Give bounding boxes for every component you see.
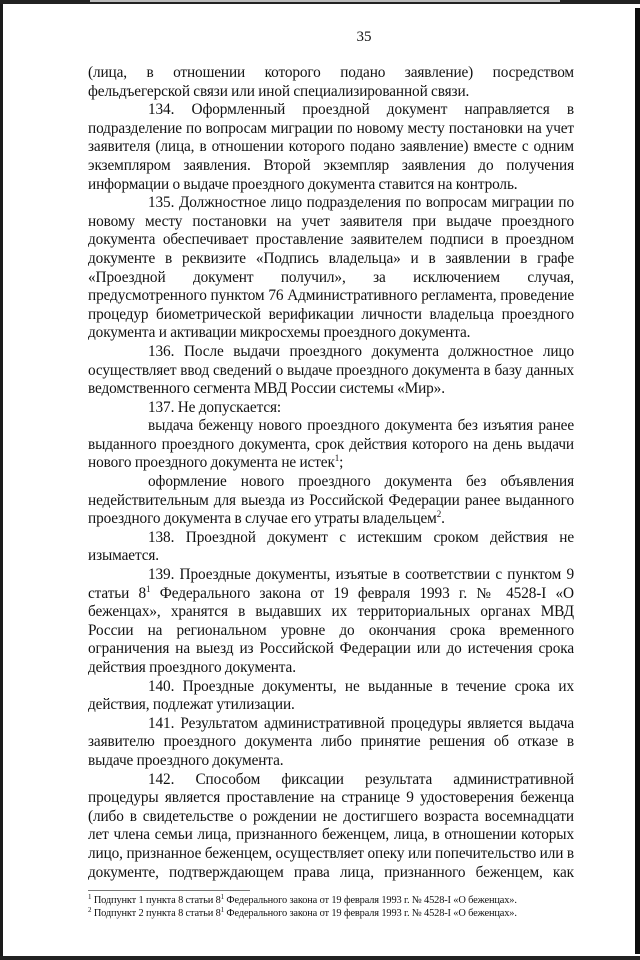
footnote-2-text-before: Подпункт 2 пункта 8 статьи 8	[93, 908, 221, 920]
footnote-2	[88, 907, 588, 920]
paragraph-135: 135. Должностное лицо подразделения по вопросам миграции по новому месту постановки на учет заявителя при выдаче проездного документа обеспечивает проставление заявителем подписи в проездном документе в реквизите «Подпись владельца» и в заявлении в графе «Проездной документ получил», за исключением случая, предусмотренного пунктом 76 Административного регламента, проведение процедур биометрической верификации личности владельца проездного документа и активации микросхемы проездного документа.	[88, 194, 574, 342]
paragraph-136: 136. После выдачи проездного документа должностное лицо осуществляет ввод сведений о выдаче проездного документа в базу данных ведомственного сегмента МВД России системы «Мир».	[88, 342, 574, 398]
footnote-1	[88, 894, 588, 907]
paragraph-continuation-line-1: (лица, в отношении которого подано заявление) посредством	[88, 64, 574, 81]
paragraph-138: 138. Проездной документ с истекшим сроком действия не изымается.	[88, 528, 574, 565]
article-superscript: 1	[146, 583, 151, 594]
paragraph-142: 142. Способом фиксации результата административной процедуры является проставление на странице 9 удостоверения беженца (либо в свидетельстве о рождении не достигшего возраста восемнадцати лет члена семьи лица, признанного беженцем, лица, в отношении которых лицо, признанное беженцем, осуществляет опеку или попечительство или в документе, подтверждающем права лица, признанного беженцем, как	[88, 770, 574, 881]
footnote-1-mark: 1	[88, 893, 92, 902]
paragraph-137-item-2-text: оформление нового проездного документа без объявления недействительным для выезда из Российской Федерации ранее выданного проездного документа в случае его утраты владельцем	[88, 473, 574, 528]
footnote-separator	[88, 890, 250, 891]
paragraph-continuation-line-2: фельдъегерской связи или иной специализированной связи.	[88, 82, 470, 100]
footnote-2-article-superscript: 1	[220, 906, 224, 915]
paragraph-141: 141. Результатом административной процедуры является выдача заявителю проездного документа либо принятие решения об отказе в выдаче проездного документа.	[88, 714, 574, 769]
footnote-2-mark: 2	[88, 906, 92, 915]
paragraph-137-item-1	[88, 417, 574, 473]
footnote-ref-2[interactable]: 2	[436, 509, 442, 520]
scan-border-right	[635, 8, 640, 954]
paragraph-139-text-before: 139. Проездные документы, изъятые в соответствии с пунктом 9 статьи 8	[88, 566, 574, 602]
paragraph-137-item-2	[88, 473, 574, 529]
footnote-1-article-superscript: 1	[220, 893, 224, 902]
footnotes	[88, 894, 588, 920]
document-body	[88, 64, 574, 882]
paragraph-137-item-1-tail: ;	[339, 454, 344, 472]
paragraph-140: 140. Проездные документы, не выданные в течение срока их действия, подлежат утилизации.	[88, 677, 574, 714]
paragraph-134: 134. Оформленный проездной документ направляется в подразделение по вопросам миграции по новому месту постановки на учет заявителя (лица, в отношении которого подано заявление) вместе с одним экземпляром заявления. Второй экземпляр заявления до получения информации о выдаче проездного документа ставится на контроль.	[88, 101, 574, 193]
footnote-ref-1[interactable]: 1	[334, 453, 340, 464]
paragraph-137-item-2-tail: .	[441, 510, 445, 528]
page-number: 35	[356, 29, 372, 45]
paragraph-137-item-1-text: выдача беженцу нового проездного документа без изъятия ранее выданного проездного документа, срок действия которого на день выдачи нового проездного документа не истек	[88, 417, 574, 472]
paragraph-139-text-after: Федерального закона от 19 февраля 1993 г. № 4528-I «О беженцах», хранятся в выдавших их территориальных органах МВД России на региональном уровне до окончания срока временного ограничения на выезд из Российской Федерации или до истечения срока действия проездного документа.	[88, 584, 574, 676]
paragraph-139	[88, 566, 574, 678]
footnote-1-text-before: Подпункт 1 пункта 8 статьи 8	[93, 895, 221, 907]
paragraph-137: 137. Не допускается:	[148, 398, 282, 416]
footnote-2-text-after: Федерального закона от 19 февраля 1993 г. № 4528-I «О беженцах».	[223, 908, 517, 920]
footnote-1-text-after: Федерального закона от 19 февраля 1993 г. № 4528-I «О беженцах».	[223, 895, 517, 907]
